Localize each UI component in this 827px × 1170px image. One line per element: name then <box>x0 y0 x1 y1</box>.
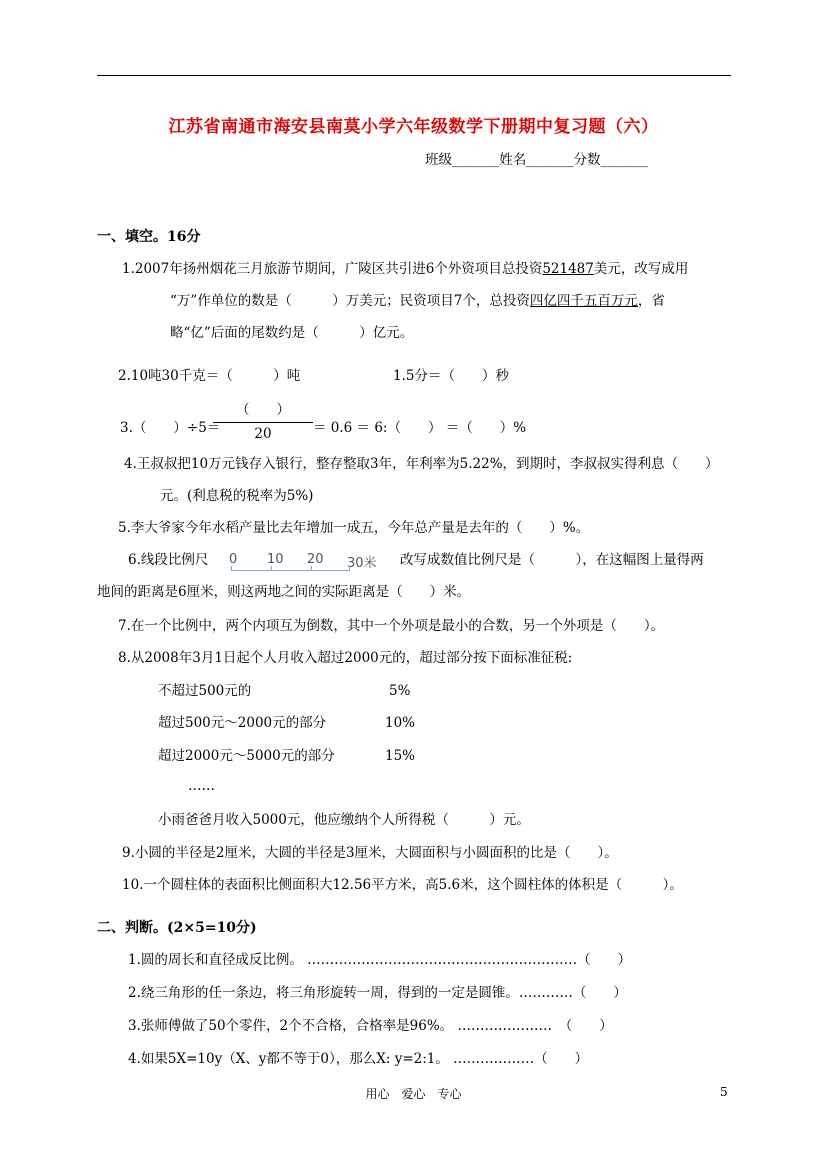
q1-line3: 略“亿”后面的尾数约是（ ）亿元。 <box>170 325 414 341</box>
scale-tick <box>311 566 312 571</box>
q1-amount: 521487 <box>542 261 594 277</box>
tax-ellipsis: …… <box>188 778 215 794</box>
scale-tick <box>231 566 232 571</box>
scale-label-10: 10 <box>267 552 284 567</box>
section2-heading: 二、判断。(2×5=10分) <box>97 920 257 936</box>
q1-line2 <box>170 291 665 311</box>
q6-line2: 地间的距离是6厘米，则这两地之间的实际距离是（ ）米。 <box>97 584 471 600</box>
q5: 5.李大爷家今年水稻产量比去年增加一成五，今年总产量是去年的（ ）%。 <box>118 520 590 536</box>
judge-item: 2.绕三角形的任一条边，将三角形旋转一周，得到的一定是圆锥。…………（ ） <box>128 985 627 1001</box>
tax-row-rate: 15% <box>385 748 416 764</box>
q6-line1-a: 6.线段比例尺 <box>128 552 209 568</box>
tax-row-rate: 5% <box>389 683 411 699</box>
q3-left: 3.（ ）÷5＝ <box>120 420 221 436</box>
scale-label-20: 20 <box>307 552 324 567</box>
q9: 9.小圆的半径是2厘米，大圆的半径是3厘米，大圆面积与小圆面积的比是（ ）。 <box>122 845 618 861</box>
scale-line <box>231 570 349 571</box>
q1-line2-b: ，省 <box>637 293 665 309</box>
judge-item: 4.如果5Ⅹ=10y（Ⅹ、y都不等于0），那么Ⅹ: y=2:1。 ………………（ ） <box>128 1051 589 1067</box>
line-segment-scale <box>229 552 389 578</box>
q8-intro: 8.从2008年3月1日起个人月收入超过2000元的，超过部分按下面标准征税: <box>118 650 573 666</box>
q1-investment: 四亿四千五百万元 <box>529 293 638 309</box>
tax-row-label: 超过500元～2000元的部分 <box>158 715 327 731</box>
q1-line1-b: 美元，改写成用 <box>593 261 689 277</box>
q3-fraction <box>213 400 313 443</box>
page-footer: 用心 爱心 专心 <box>365 1087 462 1101</box>
q4-line2: 元。(利息税的税率为5%) <box>160 488 314 504</box>
q4-line1: 4.王叔叔把10万元钱存入银行，整存整取3年，年利率为5.22%，到期时，李叔叔实得利息（ ） <box>124 456 719 472</box>
scale-tick <box>349 566 350 571</box>
q6-line1-b: 改写成数值比例尺是（ ），在这幅图上量得两 <box>400 552 704 568</box>
tax-row-label: 不超过500元的 <box>158 683 252 699</box>
q3-fraction-denominator: 20 <box>254 426 272 442</box>
page-title: 江苏省南通市海安县南莫小学六年级数学下册期中复习题（六） <box>168 117 659 137</box>
q10: 10.一个圆柱体的表面积比侧面积大12.56平方米，高5.6米，这个圆柱体的体积是（ ）。 <box>122 877 683 893</box>
scale-tick <box>271 566 272 571</box>
q3-fraction-bar <box>213 422 313 423</box>
q1-line1-a: 1.2007年扬州烟花三月旅游节期间，广陵区共引进6个外资项目总投资 <box>122 261 543 277</box>
q1-line2-a: “万”作单位的数是（ ）万美元；民资项目7个，总投资 <box>170 293 530 309</box>
header-rule <box>97 75 731 76</box>
q3-right: ＝ 0.6 ＝ 6:（ ） ＝（ ）% <box>313 420 527 436</box>
judge-item: 3.张师傅做了50个零件，2个不合格，合格率是96%。 ………………… （ ） <box>128 1018 613 1034</box>
q3-fraction-numerator: （ ） <box>236 402 290 418</box>
scale-label-30: 30米 <box>347 556 377 571</box>
tax-row-label: 超过2000元～5000元的部分 <box>158 748 335 764</box>
section1-heading: 一、填空。16分 <box>97 229 201 245</box>
q2-part-b: 1.5分＝（ ）秒 <box>393 368 509 384</box>
student-info-line: 班级_______姓名_______分数_______ <box>425 152 648 168</box>
q8-question: 小雨爸爸月收入5000元，他应缴纳个人所得税（ ）元。 <box>158 812 530 828</box>
judge-item: 1.圆的周长和直径成反比例。 ……………………………………………………（ ） <box>128 952 632 968</box>
q1-line1 <box>122 259 688 279</box>
q2-part-a: 2.10吨30千克＝（ ）吨 <box>118 368 301 384</box>
q7: 7.在一个比例中，两个内项互为倒数，其中一个外项是最小的合数，另一个外项是（ ）。 <box>118 618 665 634</box>
scale-label-0: 0 <box>229 552 238 567</box>
page-number: 5 <box>720 1085 728 1099</box>
tax-row-rate: 10% <box>385 715 416 731</box>
